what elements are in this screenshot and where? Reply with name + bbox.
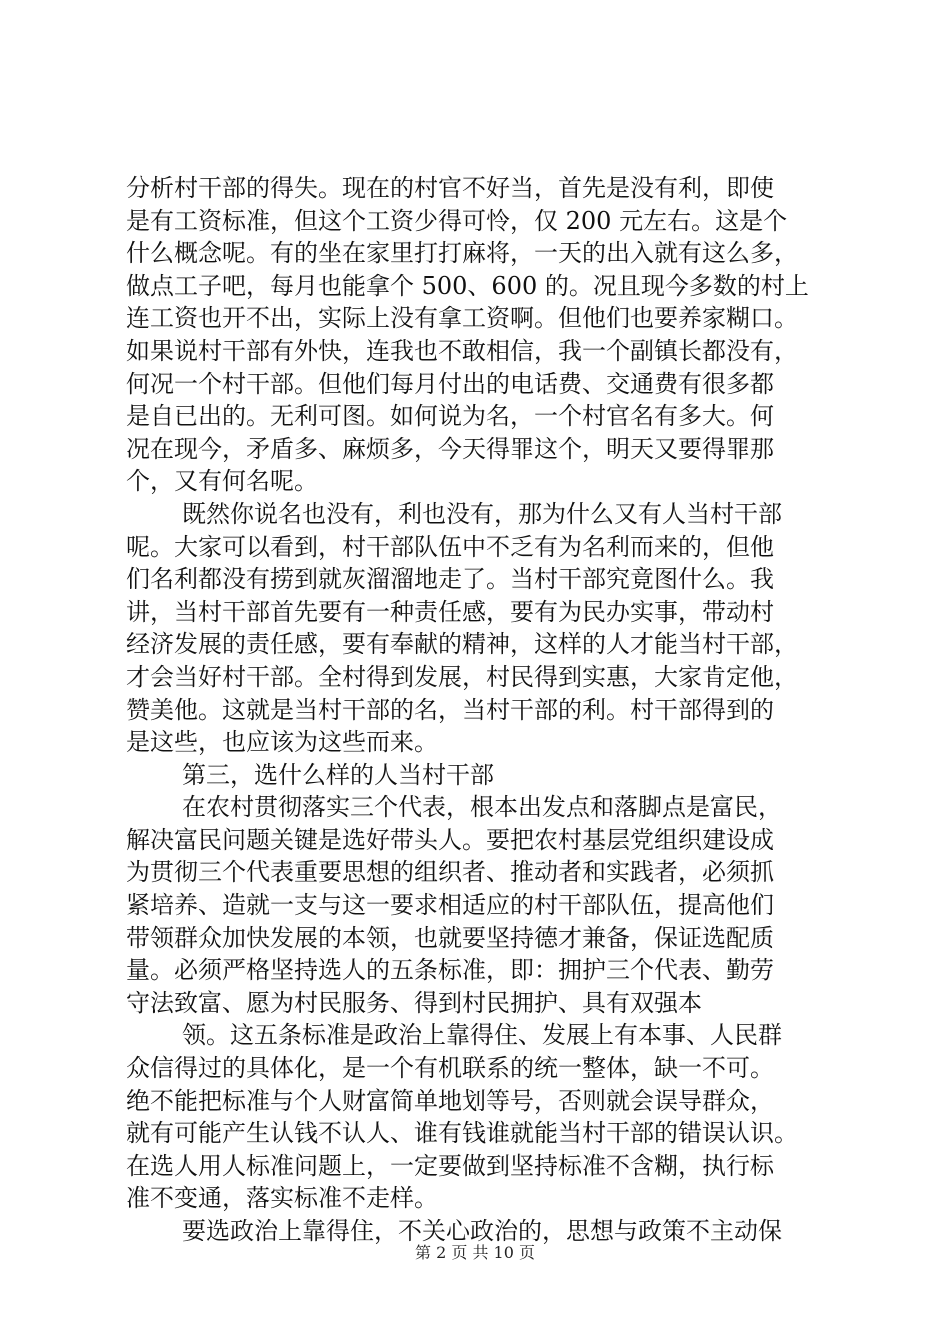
document-body: [126, 172, 836, 1248]
text-line: 量。必须严格坚持选人的五条标准，即：拥护三个代表、勤劳: [126, 956, 774, 985]
text-line: 做点工子吧，每月也能拿个 500、600 的。况且现今多数的村上: [126, 271, 809, 300]
text-line: 什么概念呢。有的坐在家里打打麻将，一天的出入就有这么多，: [126, 239, 798, 268]
text-line: 解决富民问题关键是选好带头人。要把农村基层党组织建设成: [126, 825, 774, 854]
text-line: 们名利都没有捞到就灰溜溜地走了。当村干部究竟图什么。我: [126, 565, 774, 594]
text-line: 就有可能产生认钱不认人、谁有钱谁就能当村干部的错误认识。: [126, 1119, 798, 1148]
text-line: 况在现今，矛盾多、麻烦多，今天得罪这个，明天又要得罪那: [126, 434, 774, 463]
text-line: 众信得过的具体化，是一个有机联系的统一整体，缺一不可。: [126, 1054, 774, 1083]
text-line: 第三，选什么样的人当村干部: [182, 760, 494, 789]
text-line: 是这些，也应该为这些而来。: [126, 728, 438, 757]
text-line: 何况一个村干部。但他们每月付出的电话费、交通费有很多都: [126, 369, 774, 398]
text-line: 绝不能把标准与个人财富简单地划等号，否则就会误导群众，: [126, 1086, 774, 1115]
text-line: 既然你说名也没有，利也没有，那为什么又有人当村干部: [182, 499, 782, 528]
text-line: 赞美他。这就是当村干部的名，当村干部的利。村干部得到的: [126, 695, 774, 724]
text-line: 领。这五条标准是政治上靠得住、发展上有本事、人民群: [182, 1021, 782, 1050]
page-footer: 第 2 页 共 10 页: [415, 1243, 535, 1262]
text-line: 带领群众加快发展的本领，也就要坚持德才兼备，保证选配质: [126, 923, 774, 952]
text-line: 是自已出的。无利可图。如何说为名，一个村官名有多大。何: [126, 402, 774, 431]
text-line: 经济发展的责任感，要有奉献的精神，这样的人才能当村干部，: [126, 630, 798, 659]
text-line: 个，又有何名呢。: [126, 467, 318, 496]
text-line: 要选政治上靠得住，不关心政治的，思想与政策不主动保: [182, 1217, 782, 1245]
text-line: 如果说村干部有外快，连我也不敢相信，我一个副镇长都没有，: [126, 336, 798, 365]
text-line: 呢。大家可以看到，村干部队伍中不乏有为名利而来的，但他: [126, 532, 774, 561]
text-line: 讲，当村干部首先要有一种责任感，要有为民办实事，带动村: [126, 597, 774, 626]
text-line: 紧培养、造就一支与这一要求相适应的村干部队伍，提高他们: [126, 891, 774, 920]
text-line: 为贯彻三个代表重要思想的组织者、推动者和实践者，必须抓: [126, 858, 774, 887]
text-line: 才会当好村干部。全村得到发展，村民得到实惠，大家肯定他，: [126, 662, 798, 691]
text-line: 分析村干部的得失。现在的村官不好当，首先是没有利，即使: [126, 174, 774, 202]
text-line: 是有工资标准，但这个工资少得可怜，仅 200 元左右。这是个: [126, 206, 788, 235]
text-line: 守法致富、愿为村民服务、得到村民拥护、具有双强本: [126, 988, 702, 1017]
text-line: 在选人用人标准问题上，一定要做到坚持标准不含糊，执行标: [126, 1151, 774, 1180]
text-line: 在农村贯彻落实三个代表，根本出发点和落脚点是富民，: [182, 793, 782, 822]
text-line: 连工资也开不出，实际上没有拿工资啊。但他们也要养家糊口。: [126, 304, 798, 333]
text-line: 准不变通，落实标准不走样。: [126, 1184, 438, 1213]
